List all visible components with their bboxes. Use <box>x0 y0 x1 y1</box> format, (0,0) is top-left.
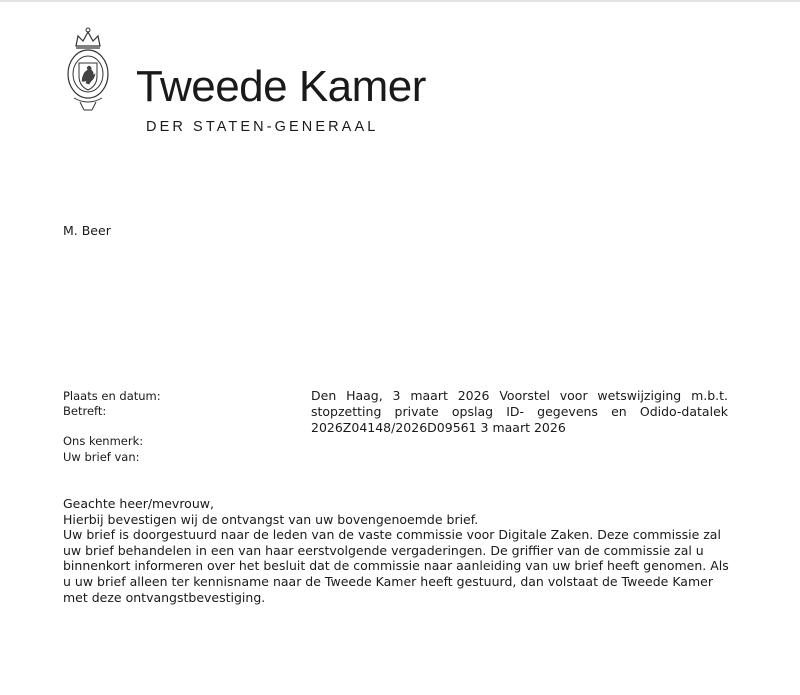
letter-meta-values: Den Haag, 3 maart 2026 Voorstel voor wetswijziging m.b.t. stopzetting private opslag ID- gegevens en Odido-datalek 2026Z04148/2026D09561 3 maart 2026 <box>311 388 728 435</box>
page-top-border <box>0 0 800 2</box>
salutation: Geachte heer/mevrouw, <box>63 496 214 511</box>
letter-body <box>63 496 738 605</box>
organization-name: Tweede Kamer <box>136 62 426 111</box>
recipient-name: M. Beer <box>63 223 111 238</box>
letterhead <box>62 26 442 156</box>
coat-of-arms-icon <box>62 26 114 112</box>
body-paragraph: Uw brief is doorgestuurd naar de leden van de vaste commissie voor Digitale Zaken. Deze commissie zal uw brief behandelen in een van haar eerstvolgende vergaderingen. De griffier van de commissie zal u binnenkort informeren over het besluit dat de commissie naar aanleiding van uw brief heeft genomen. Als u uw brief alleen ter kennisname naar de Tweede Kamer heeft gestuurd, dan volstaat de Tweede Kamer met deze ontvangstbevestiging. <box>63 527 729 605</box>
organization-subtitle: DER STATEN-GENERAAL <box>146 119 379 135</box>
receipt-confirmation-line: Hierbij bevestigen wij de ontvangst van uw bovengenoemde brief. <box>63 511 479 527</box>
our-reference-label: Ons kenmerk: <box>63 434 144 448</box>
place-date-label: Plaats en datum: <box>63 389 161 403</box>
subject-label: Betreft: <box>63 404 107 418</box>
your-letter-label: Uw brief van: <box>63 450 140 464</box>
